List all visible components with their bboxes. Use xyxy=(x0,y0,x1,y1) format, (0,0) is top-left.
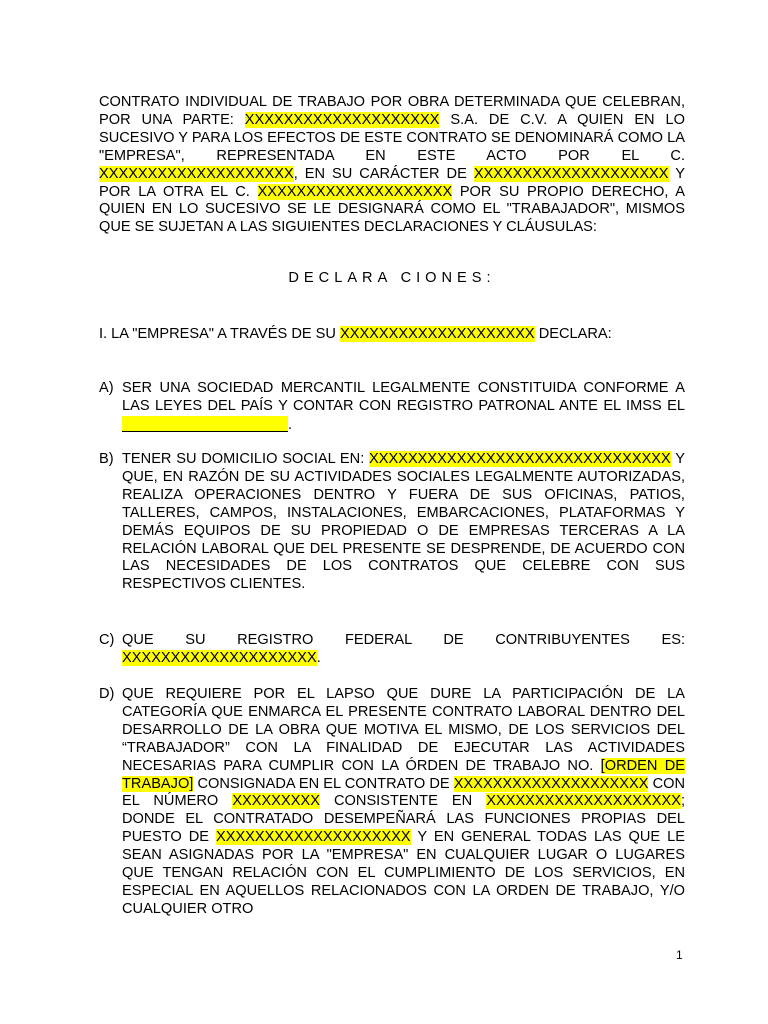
item-label: D) xyxy=(99,686,115,702)
redacted-description: XXXXXXXXXXXXXXXXXXXX xyxy=(486,793,681,810)
declaration-d xyxy=(99,686,685,919)
intro-text: , EN SU CARÁCTER DE xyxy=(293,165,474,182)
redacted-worker-name: XXXXXXXXXXXXXXXXXXXX xyxy=(257,183,453,200)
item-text: CONSIGNADA EN EL CONTRATO DE xyxy=(193,775,454,792)
item-text: Y EN GENERAL TODAS LAS QUE LE SEAN ASIGNADAS POR LA "EMPRESA" EN CUALQUIER LUGAR O LUGARES QUE TENGAN RELACIÓN CON EL CUMPLIMIENTO DE LOS SERVICIOS, EN ESPECIAL EN AQUELLOS RELACIONADOS CON LA ORDEN DE TRABAJO, Y/O CUALQUIER OTRO xyxy=(122,829,685,917)
redacted-representative: XXXXXXXXXXXXXXXXXXXX xyxy=(339,326,535,342)
redacted-rfc: XXXXXXXXXXXXXXXXXXXX xyxy=(122,649,317,666)
item-label: B) xyxy=(99,451,114,467)
redacted-representative-role: XXXXXXXXXXXXXXXXXXXX xyxy=(473,165,669,182)
blank-fill-field xyxy=(122,416,288,432)
intro-text: S.A. DE C.V. A QUIEN EN LO SUCESIVO Y PARA LOS EFECTOS DE ESTE CONTRATO SE DENOMINARÁ COMO LA "EMPRESA", REPRESENTADA EN ESTE ACTO POR EL C. xyxy=(99,111,685,164)
declaration-a xyxy=(99,380,685,435)
item-text: QUE SU REGISTRO FEDERAL DE CONTRIBUYENTES ES: xyxy=(122,632,685,648)
item-text: . xyxy=(316,649,321,666)
section-text: I. LA "EMPRESA" A TRAVÉS DE SU xyxy=(99,326,340,342)
declarations-heading: DECLARA CIONES: xyxy=(288,270,496,286)
page-number: 1 xyxy=(676,948,683,962)
declaration-b xyxy=(99,451,685,594)
redacted-number: XXXXXXXXX xyxy=(232,793,320,810)
item-label: A) xyxy=(99,380,114,396)
item-text: TENER SU DOMICILIO SOCIAL EN: xyxy=(122,451,370,467)
redacted-address: XXXXXXXXXXXXXXXXXXXXXXXXXXXXXXX xyxy=(369,451,671,467)
redacted-position: XXXXXXXXXXXXXXXXXXXX xyxy=(215,829,411,846)
redacted-contract: XXXXXXXXXXXXXXXXXXXX xyxy=(453,775,649,792)
redacted-company-name: XXXXXXXXXXXXXXXXXXXX xyxy=(244,111,440,128)
section-i-paragraph xyxy=(99,326,685,344)
item-text: SER UNA SOCIEDAD MERCANTIL LEGALMENTE CONSTITUIDA CONFORME A LAS LEYES DEL PAÍS Y CONTAR CON REGISTRO PATRONAL ANTE EL IMSS EL xyxy=(122,380,685,414)
item-text: QUE REQUIERE POR EL LAPSO QUE DURE LA PARTICIPACIÓN DE LA CATEGORÍA QUE ENMARCA EL PRESENTE CONTRATO LABORAL DENTRO DEL DESARROLLO DE LA OBRA QUE MOTIVA EL MISMO, DE LOS SERVICIOS DEL “TRABAJADOR” CON LA FINALIDAD DE EJECUTAR LAS ACTIVIDADES NECESARIAS PARA CUMPLIR CON LA ÓRDEN DE TRABAJO NO. xyxy=(122,686,685,774)
intro-text: Y POR LA OTRA EL C. xyxy=(99,165,686,200)
declaration-c xyxy=(99,632,685,668)
section-text: DECLARA: xyxy=(534,326,612,342)
item-label: C) xyxy=(99,632,115,648)
item-text: ; DONDE EL CONTRATADO DESEMPEÑARÁ LAS FUNCIONES PROPIAS DEL PUESTO DE xyxy=(122,793,685,846)
work-order-placeholder: [ORDEN DE TRABAJO] xyxy=(122,757,685,792)
item-text: . xyxy=(288,416,293,433)
item-text: CON EL NÚMERO xyxy=(122,775,685,810)
item-text: CONSISTENTE EN xyxy=(319,793,487,810)
redacted-representative-name: XXXXXXXXXXXXXXXXXXXX xyxy=(99,165,294,182)
intro-text: POR SU PROPIO DERECHO, A QUIEN EN LO SUCESIVO SE LE DESIGNARÁ COMO EL "TRABAJADOR", MISMOS QUE SE SUJETAN A LAS SIGUIENTES DECLARACIONES Y CLÁUSULAS: xyxy=(99,183,685,236)
intro-text: CONTRATO INDIVIDUAL DE TRABAJO POR OBRA DETERMINADA QUE CELEBRAN, POR UNA PARTE: xyxy=(99,94,685,128)
item-text: Y QUE, EN RAZÓN DE SU ACTIVIDADES SOCIALES LEGALMENTE AUTORIZADAS, REALIZA OPERACIONES DENTRO Y FUERA DE SUS OFICINAS, PATIOS, TALLERES, CAMPOS, INSTALACIONES, EMBARCACIONES, PLATAFORMAS Y DEMÁS EQUIPOS DE SU PROPIEDAD O DE EMPRESAS TERCERAS A LA RELACIÓN LABORAL QUE DEL PRESENTE SE DESPRENDE, DE ACUERDO CON LAS NECESIDADES DE LOS CONTRATOS QUE CELEBRE CON SUS RESPECTIVOS CLIENTES. xyxy=(122,451,685,593)
contract-intro-paragraph xyxy=(99,94,685,237)
